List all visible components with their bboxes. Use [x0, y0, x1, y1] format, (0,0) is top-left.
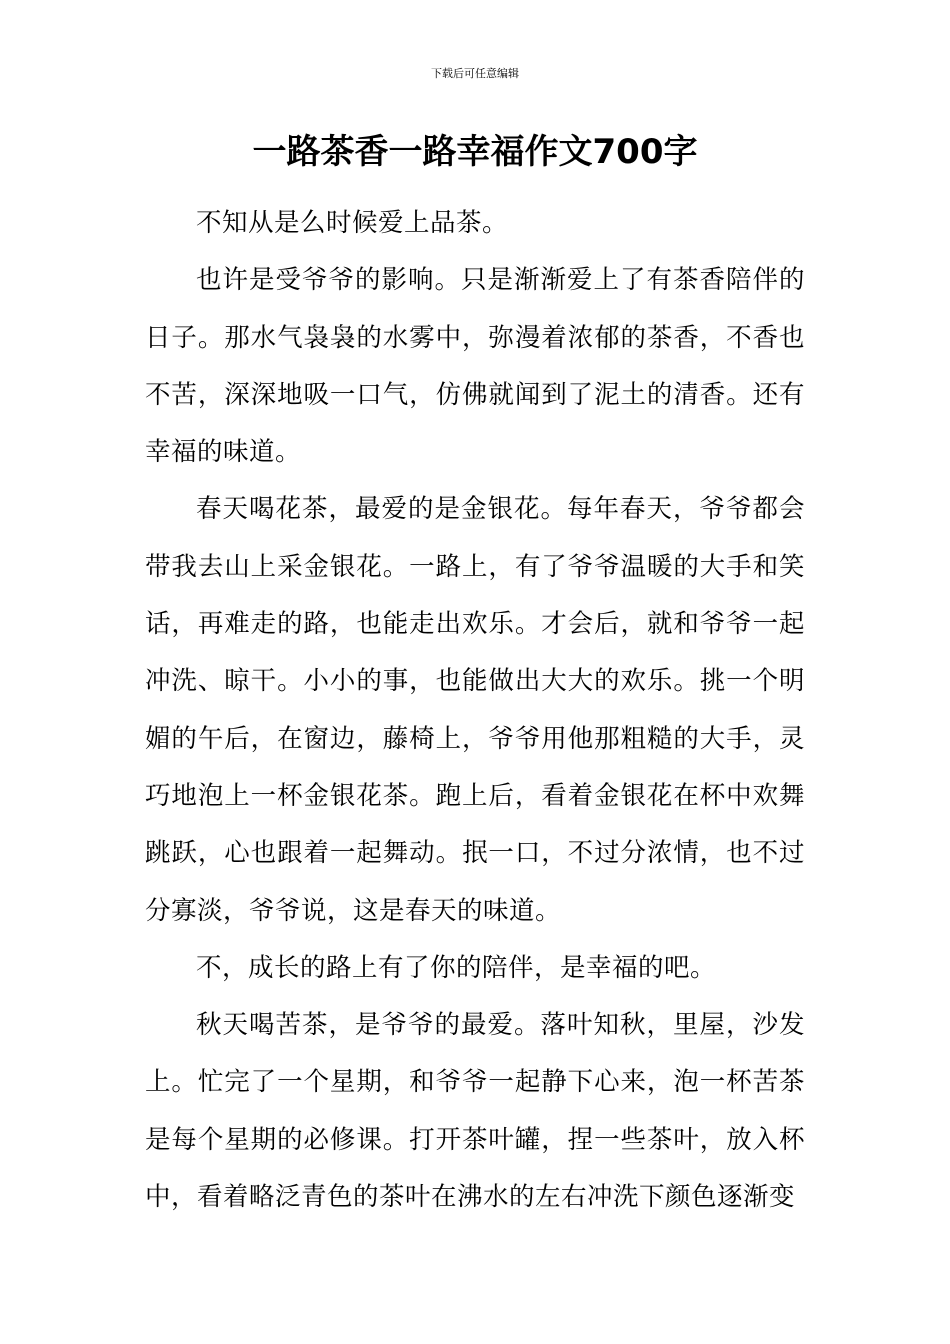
header-note: 下载后可任意编辑: [431, 67, 519, 80]
paragraph-3: 春天喝花茶，最爱的是金银花。每年春天，爷爷都会带我去山上采金银花。一路上，有了爷爷温暖的大手和笑话，再难走的路，也能走出欢乐。才会后，就和爷爷一起冲洗、晾干。小小的事，也能做出大大的欢乐。挑一个明媚的午后，在窗边，藤椅上，爷爷用他那粗糙的大手，灵巧地泡上一杯金银花茶。跑上后，看着金银花在杯中欢舞跳跃，心也跟着一起舞动。抿一口，不过分浓情，也不过分寡淡，爷爷说，这是春天的味道。: [145, 494, 805, 926]
paragraph-5: 秋天喝苦茶，是爷爷的最爱。落叶知秋，里屋，沙发上。忙完了一个星期，和爷爷一起静下心来，泡一杯苦茶是每个星期的必修课。打开茶叶罐，捏一些茶叶，放入杯中，看着略泛青色的茶叶在沸水的左右冲洗下颜色逐渐变: [145, 1010, 805, 1213]
document-title: 一路茶香一路幸福作文700字: [252, 132, 698, 172]
paragraph-2: 也许是受爷爷的影响。只是渐渐爱上了有茶香陪伴的日子。那水气袅袅的水雾中，弥漫着浓郁的茶香，不香也不苦，深深地吸一口气，仿佛就闻到了泥土的清香。还有幸福的味道。: [145, 265, 805, 468]
paragraph-4: 不，成长的路上有了你的陪伴，是幸福的吧。: [196, 952, 717, 983]
document-body: [145, 195, 805, 1226]
paragraph-1: 不知从是么时候爱上品茶。: [196, 208, 509, 238]
